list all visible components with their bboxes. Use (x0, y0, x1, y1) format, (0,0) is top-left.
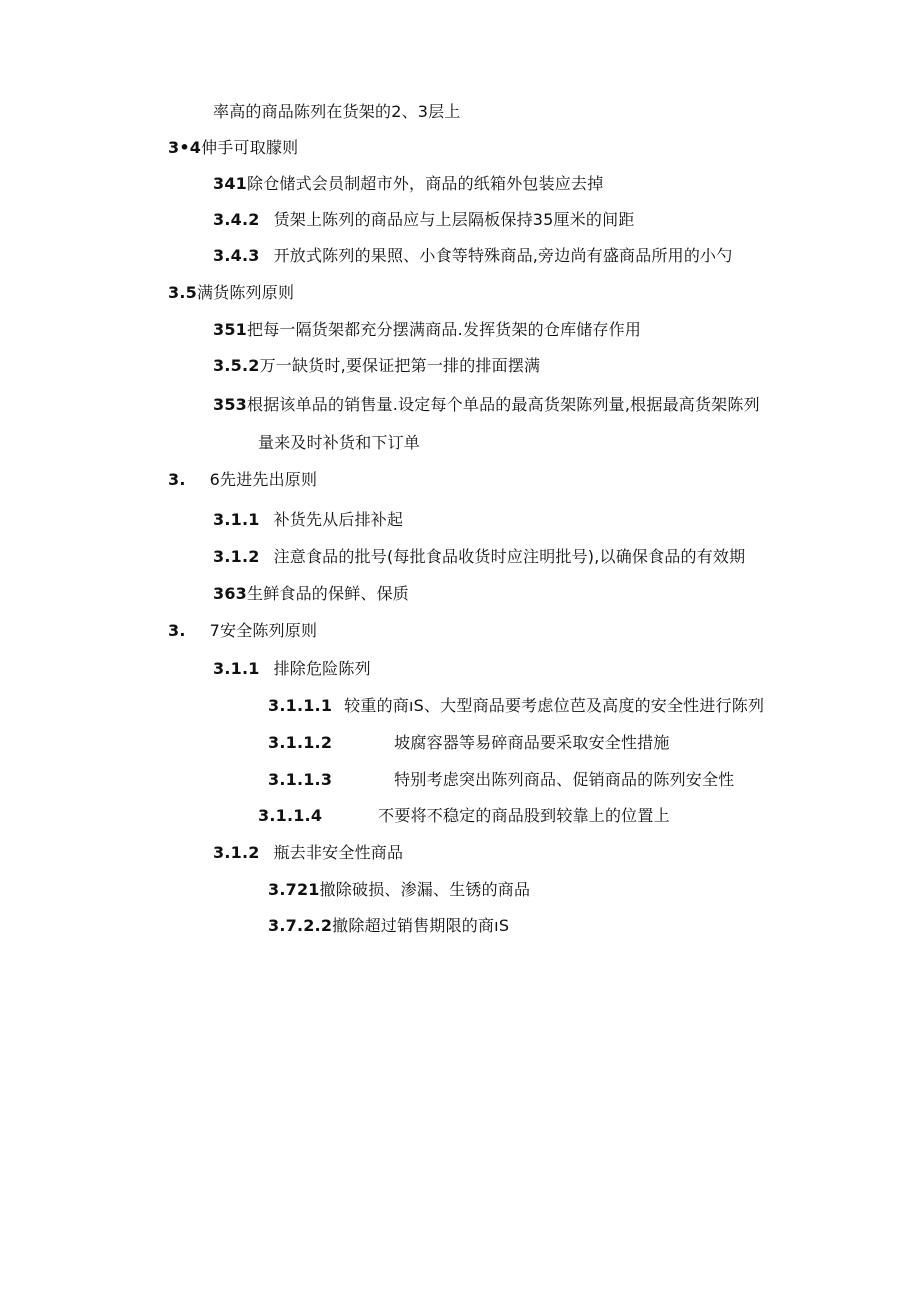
item-number: 3.1.1 (213, 510, 260, 529)
list-item (213, 320, 641, 340)
item-number: 3.1.1.3 (268, 770, 333, 789)
item-number: 3.1.1 (213, 659, 260, 678)
sub-list-item (268, 880, 530, 900)
section-heading (168, 283, 294, 303)
list-item (213, 843, 403, 863)
list-item-continuation (258, 433, 420, 453)
list-item (213, 210, 635, 230)
list-item (213, 356, 540, 376)
line-text: 率高的商品陈列在货架的2、3层上 (213, 102, 461, 121)
item-text: 撤除破损、渗漏、生锈的商品 (319, 880, 531, 899)
section-number: 3.5 (168, 283, 197, 302)
item-text: 补货先从后排补起 (273, 510, 404, 529)
list-item (213, 510, 403, 530)
sub-list-item (268, 733, 670, 753)
section-title: 伸手可取朦则 (201, 138, 299, 157)
section-number: 3. (168, 621, 186, 640)
list-item (213, 246, 732, 266)
section-title: 满货陈列原则 (196, 283, 295, 302)
item-text: 撤除超过销售期限的商ıS (332, 916, 510, 935)
item-text: 量来及时补货和下订单 (258, 433, 421, 452)
list-item (213, 547, 745, 567)
item-number: 353 (213, 395, 247, 414)
sub-list-item (268, 696, 764, 716)
item-number: 3.7.2.2 (268, 916, 333, 935)
item-number: 3.1.2 (213, 547, 260, 566)
section-title: 7安全陈列原则 (209, 621, 318, 640)
section-heading (168, 621, 317, 641)
section-heading (168, 138, 298, 158)
item-text: 较重的商ıS、大型商品要考虑位芭及高度的安全性进行陈列 (344, 696, 765, 715)
item-number: 3.1.1.4 (258, 806, 323, 825)
item-text: 生鲜食品的保鲜、保质 (247, 584, 410, 603)
item-number: 3.1.1.2 (268, 733, 333, 752)
item-text: 坡腐容器等易碎商品要采取安全性措施 (394, 733, 670, 752)
item-text: 注意食品的批号(每批食品收货时应注明批号),以确保食品的有效期 (273, 547, 746, 566)
section-title: 6先进先出原则 (209, 470, 318, 489)
sub-list-item (268, 916, 509, 936)
item-number: 351 (213, 320, 247, 339)
section-number: 3. (168, 470, 186, 489)
item-text: 把每一隔货架都充分摆满商品.发挥货架的仓库储存作用 (247, 320, 642, 339)
item-text: 排除危险陈列 (273, 659, 371, 678)
list-item (213, 584, 409, 604)
list-item (213, 174, 603, 194)
item-text: 开放式陈列的果照、小食等特殊商品,旁边尚有盛商品所用的小勺 (273, 246, 733, 265)
item-text: 万一缺货时,要保证把第一排的排面摆满 (259, 356, 541, 375)
section-number: 3•4 (168, 138, 202, 157)
item-number: 3.1.1.1 (268, 696, 333, 715)
item-number: 3.4.3 (213, 246, 260, 265)
list-item (213, 659, 371, 679)
item-number: 341 (213, 174, 247, 193)
item-text: 赁架上陈列的商品应与上层隔板保持35厘米的间距 (273, 210, 635, 229)
list-item (213, 395, 760, 415)
item-number: 3.4.2 (213, 210, 260, 229)
item-text: 瓶去非安全性商品 (273, 843, 404, 862)
sub-list-item (268, 770, 734, 790)
item-text: 根据该单品的销售量.设定每个单品的最高货架陈列量,根据最高货架陈列 (247, 395, 760, 414)
item-text: 不要将不稳定的商品股到较靠上的位置上 (378, 806, 670, 825)
item-text: 除仓储式会员制超市外，商品的纸箱外包装应去掉 (247, 174, 604, 193)
item-number: 3.1.2 (213, 843, 260, 862)
section-heading (168, 470, 317, 490)
item-number: 363 (213, 584, 247, 603)
paragraph-line (213, 102, 461, 122)
item-number: 3.5.2 (213, 356, 260, 375)
item-text: 特别考虑突出陈列商品、促销商品的陈列安全性 (394, 770, 735, 789)
sub-list-item (258, 806, 670, 826)
item-number: 3.721 (268, 880, 320, 899)
